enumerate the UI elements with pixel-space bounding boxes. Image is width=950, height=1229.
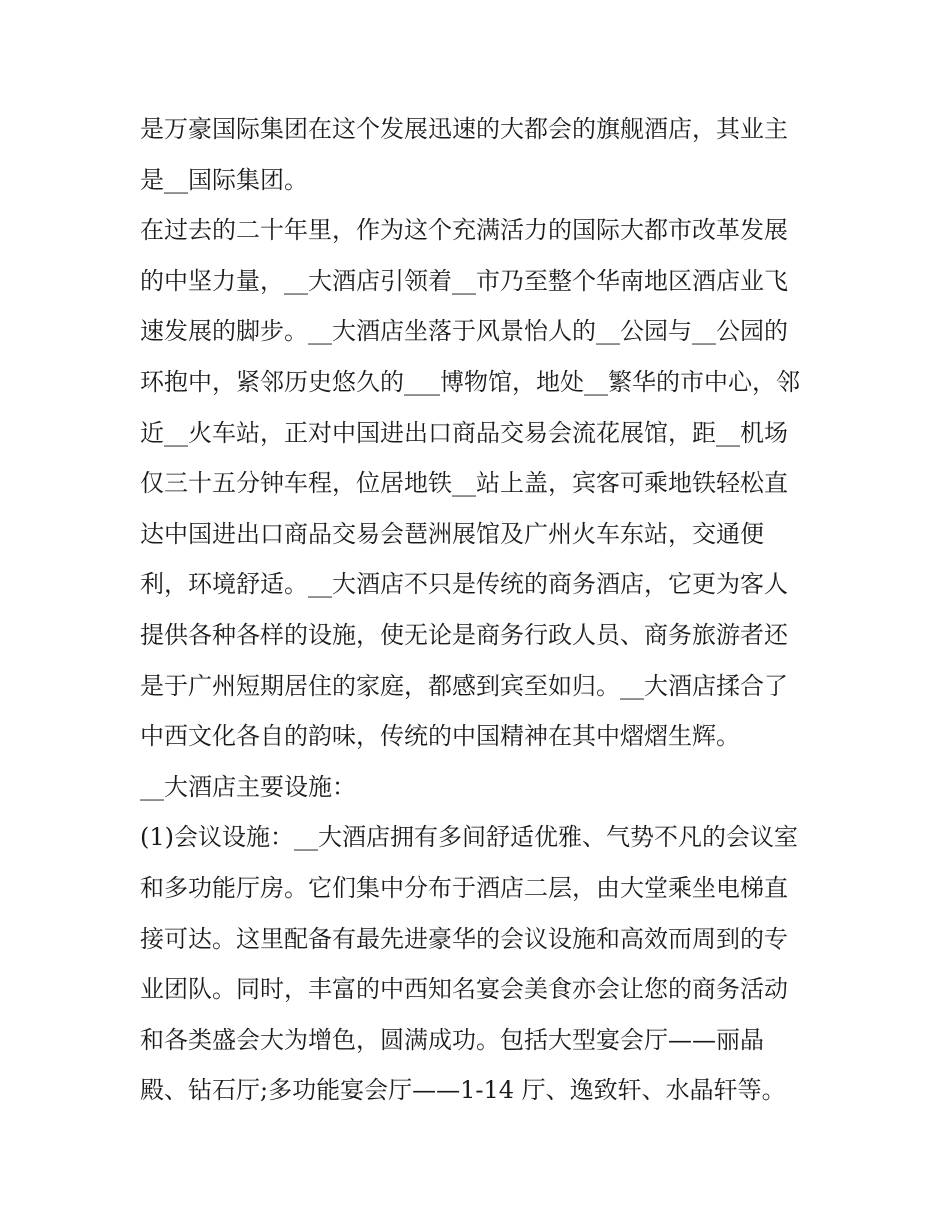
text-line: 是万豪国际集团在这个发展迅速的大都会的旗舰酒店，其业主 [140, 115, 788, 143]
text-line: 速发展的脚步。__大酒店坐落于风景怡人的__公园与__公园的 [140, 317, 788, 346]
body-text [140, 104, 820, 1116]
text-line: 和各类盛会大为增色，圆满成功。包括大型宴会厅——丽晶 [140, 1025, 764, 1054]
text-line: 的中坚力量，__大酒店引领着__市乃至整个华南地区酒店业飞 [140, 266, 788, 295]
text-line: 近__火车站，正对中国进出口商品交易会流花展馆，距__机场 [140, 418, 788, 447]
text-line: 仅三十五分钟车程，位居地铁__站上盖，宾客可乘地铁轻松直 [140, 469, 788, 498]
text-line: 中西文化各自的韵味，传统的中国精神在其中熠熠生辉。 [140, 722, 740, 751]
text-line: 在过去的二十年里，作为这个充满活力的国际大都市改革发展 [140, 216, 788, 245]
text-line: 是于广州短期居住的家庭，都感到宾至如归。__大酒店揉合了 [140, 671, 788, 700]
text-line: 利，环境舒适。__大酒店不只是传统的商务酒店，它更为客人 [140, 570, 788, 599]
text-line: (1)会议设施：__大酒店拥有多间舒适优雅、气势不凡的会议室 [140, 823, 798, 852]
text-line: 殿、钻石厅;多功能宴会厅——1-14 厅、逸致轩、水晶轩等。 [140, 1076, 786, 1105]
text-line: 是__国际集团。 [140, 165, 308, 194]
section-heading: __大酒店主要设施： [140, 772, 356, 801]
text-line: 接可达。这里配备有最先进豪华的会议设施和高效而周到的专 [140, 924, 788, 953]
text-line: 和多功能厅房。它们集中分布于酒店二层，由大堂乘坐电梯直 [140, 873, 788, 902]
text-line: 环抱中，紧邻历史悠久的___博物馆，地处__繁华的市中心，邻 [140, 367, 800, 396]
text-line: 达中国进出口商品交易会琶洲展馆及广州火车东站，交通便 [140, 519, 764, 548]
text-line: 提供各种各样的设施，使无论是商务行政人员、商务旅游者还 [140, 620, 788, 649]
text-line: 业团队。同时，丰富的中西知名宴会美食亦会让您的商务活动 [140, 975, 788, 1004]
